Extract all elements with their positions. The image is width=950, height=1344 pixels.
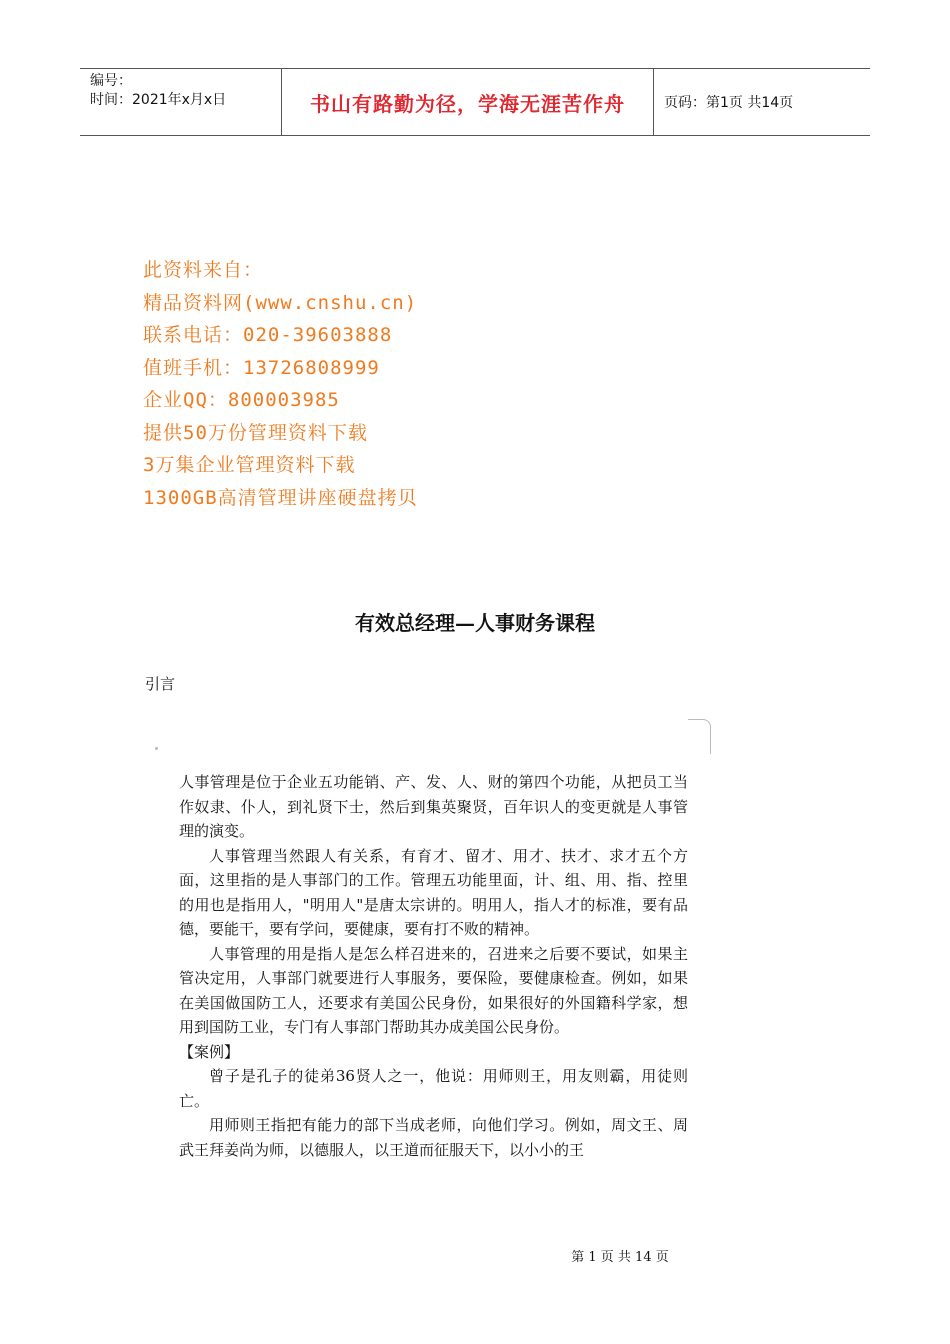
document-title: 有效总经理—人事财务课程 <box>355 611 595 635</box>
paragraph: 用师则王指把有能力的部下当成老师，向他们学习。例如，周文王、周武王拜姜尚为师，以德服人，以王道而征服天下，以小小的王 <box>179 1116 688 1159</box>
promo-line: 3万集企业管理资料下载 <box>143 454 356 476</box>
paragraph: 人事管理是位于企业五功能销、产、发、人、财的第四个功能，从把员工当作奴隶、仆人，到礼贤下士，然后到集英聚贤，百年识人的变更就是人事管理的演变。 <box>179 773 688 840</box>
promo-block <box>143 254 418 514</box>
case-heading: 【案例】 <box>179 1042 240 1061</box>
paragraph: 曾子是孔子的徒弟36贤人之一，他说：用师则王，用友则霸，用徒则亡。 <box>179 1067 688 1110</box>
promo-line: 联系电话：020-39603888 <box>143 324 393 346</box>
paragraph: 人事管理的用是指人是怎么样召进来的，召进来之后要不要试，如果主管决定用，人事部门就要进行人事服务，要保险，要健康检查。例如，如果在美国做国防工人，还要求有美国公民身份，如果很好的外国籍科学家，想用到国防工业，专门有人事部门帮助其办成美国公民身份。 <box>179 944 688 1036</box>
promo-line: 提供50万份管理资料下载 <box>143 421 368 444</box>
time-label: 时间：2021年x月x日 <box>90 92 227 108</box>
header-meta-cell <box>80 69 282 135</box>
header-motto-cell <box>282 69 654 135</box>
promo-line: 企业QQ：800003985 <box>143 389 340 411</box>
promo-line: 精品资料网(www.cnshu.cn) <box>143 291 418 314</box>
number-label: 编号： <box>90 73 132 89</box>
text-boundary-mark <box>688 719 711 754</box>
promo-line: 值班手机：13726808999 <box>143 356 380 379</box>
body-text <box>179 770 688 1162</box>
promo-line: 此资料来自： <box>143 259 264 281</box>
page-info: 页码：第1页 共14页 <box>664 95 794 111</box>
footer-page-number: 第 1 页 共 14 页 <box>571 1250 669 1265</box>
motto-text: 书山有路勤为径，学海无涯苦作舟 <box>310 91 625 116</box>
promo-line: 1300GB高清管理讲座硬盘拷贝 <box>143 486 418 509</box>
paragraph: 人事管理当然跟人有关系，有育才、留才、用才、扶才、求才五个方面，这里指的是人事部门的工作。管理五功能里面，计、组、用、指、控里的用也是指用人，"明用人"是唐太宗讲的。明用人，指人才的标准，要有品德，要能干，要有学问，要健康，要有打不败的精神。 <box>179 846 688 938</box>
paragraph-mark <box>155 747 158 750</box>
intro-heading: 引言 <box>145 675 176 693</box>
header-table <box>80 68 870 136</box>
header-page-cell <box>654 69 870 135</box>
